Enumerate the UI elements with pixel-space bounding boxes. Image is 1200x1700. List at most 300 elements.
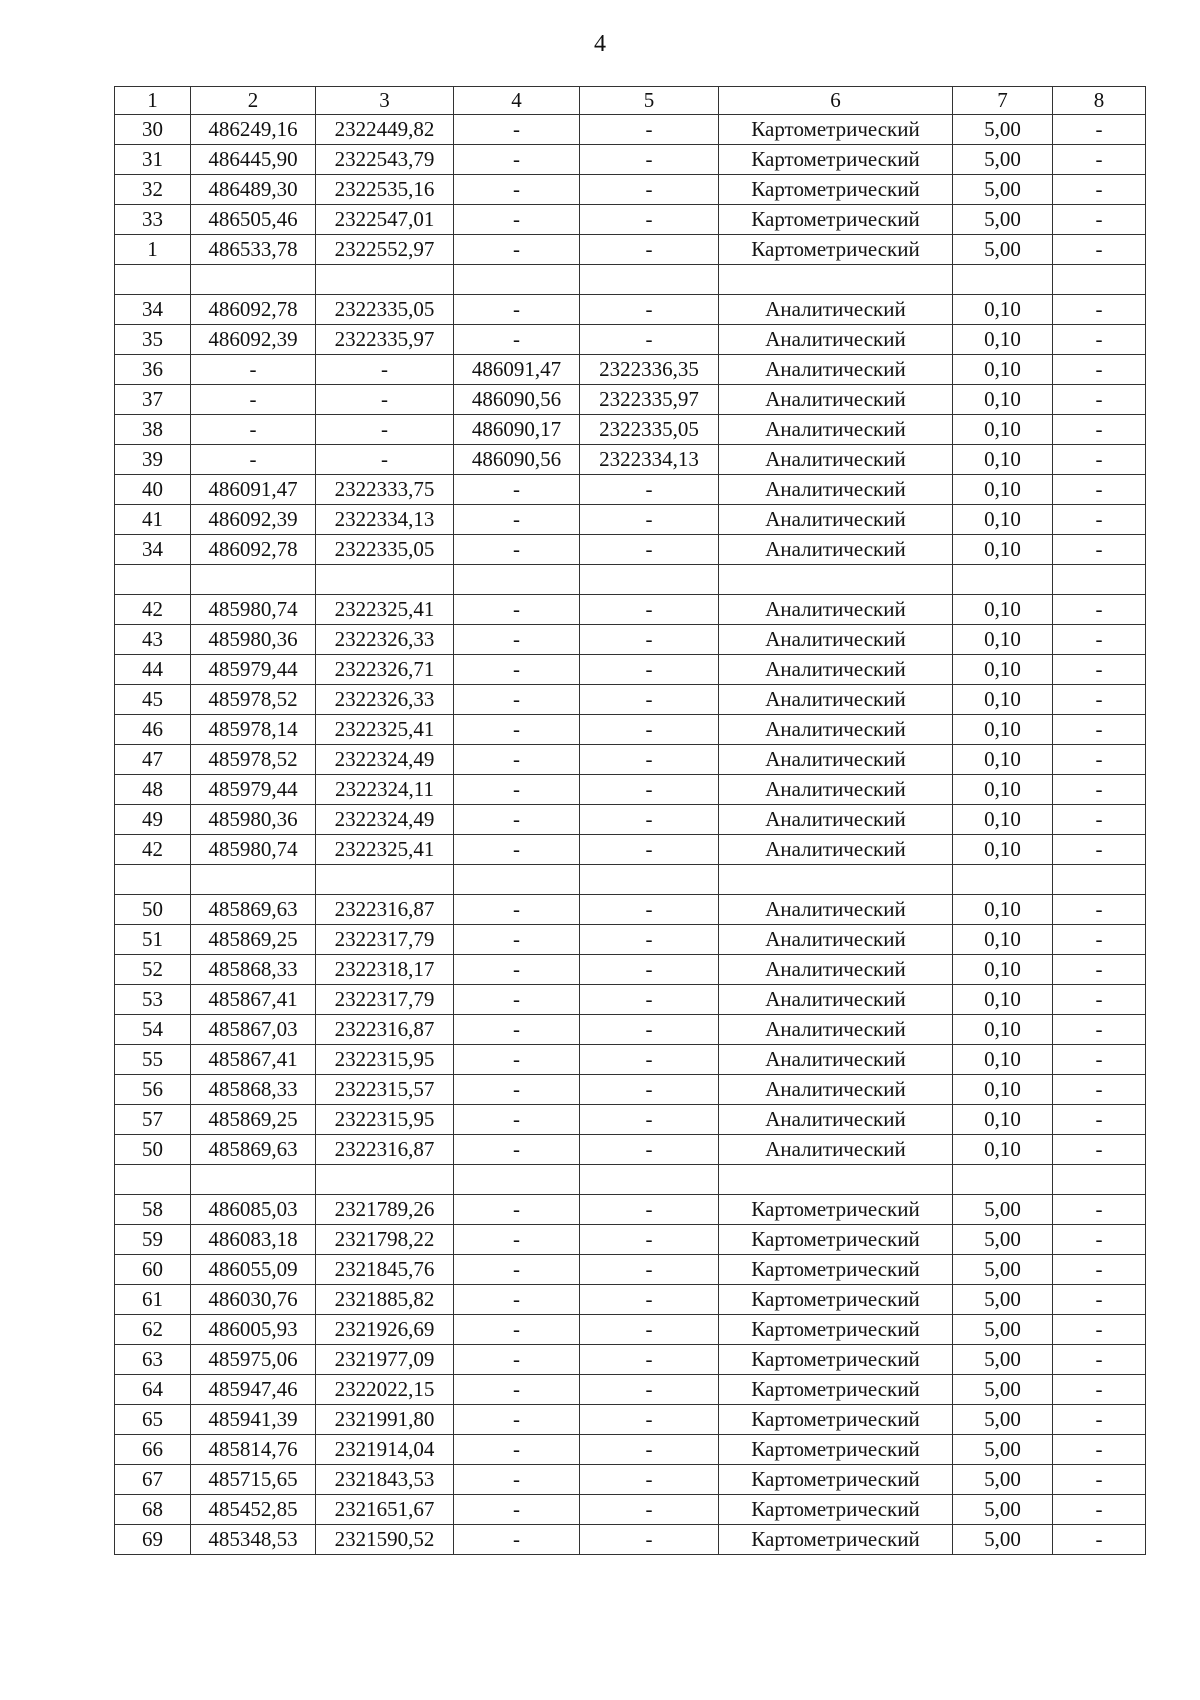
cell-y-coordinate-alt: - bbox=[580, 1375, 719, 1405]
cell-note: - bbox=[1053, 385, 1146, 415]
cell-x-coordinate-alt: - bbox=[454, 1285, 580, 1315]
cell-y-coordinate-alt: 2322334,13 bbox=[580, 445, 719, 475]
cell-accuracy: 5,00 bbox=[953, 1495, 1053, 1525]
cell-method: Аналитический bbox=[719, 1135, 953, 1165]
cell-point-number: 37 bbox=[115, 385, 191, 415]
cell-accuracy: 0,10 bbox=[953, 925, 1053, 955]
cell-y-coordinate: 2321991,80 bbox=[316, 1405, 454, 1435]
table-row bbox=[115, 1045, 1146, 1075]
cell-point-number: 32 bbox=[115, 175, 191, 205]
cell-point-number: 1 bbox=[115, 235, 191, 265]
cell-x-coordinate: 486092,78 bbox=[191, 295, 316, 325]
table-row bbox=[115, 295, 1146, 325]
cell-y-coordinate-alt: - bbox=[580, 775, 719, 805]
cell-x-coordinate-alt: - bbox=[454, 1375, 580, 1405]
cell-point-number: 55 bbox=[115, 1045, 191, 1075]
cell-x-coordinate: 486092,39 bbox=[191, 505, 316, 535]
cell-note: - bbox=[1053, 1405, 1146, 1435]
cell-accuracy: 5,00 bbox=[953, 1315, 1053, 1345]
cell-point-number: 38 bbox=[115, 415, 191, 445]
cell-x-coordinate: 485947,46 bbox=[191, 1375, 316, 1405]
cell-method: Аналитический bbox=[719, 355, 953, 385]
cell-accuracy: 0,10 bbox=[953, 625, 1053, 655]
cell-note: - bbox=[1053, 475, 1146, 505]
cell-y-coordinate-alt: - bbox=[580, 1135, 719, 1165]
cell-y-coordinate-alt: - bbox=[580, 1405, 719, 1435]
cell-note: - bbox=[1053, 985, 1146, 1015]
cell-y-coordinate-alt: - bbox=[580, 1045, 719, 1075]
table-row bbox=[115, 445, 1146, 475]
cell-y-coordinate: 2322315,95 bbox=[316, 1045, 454, 1075]
cell-point-number: 58 bbox=[115, 1195, 191, 1225]
cell-x-coordinate-alt: - bbox=[454, 175, 580, 205]
cell-x-coordinate: 486083,18 bbox=[191, 1225, 316, 1255]
cell-y-coordinate-alt: - bbox=[580, 505, 719, 535]
header-cell-1: 1 bbox=[115, 87, 191, 115]
cell-y-coordinate-alt: - bbox=[580, 805, 719, 835]
table-row bbox=[115, 625, 1146, 655]
cell-note: - bbox=[1053, 1315, 1146, 1345]
cell-y-coordinate-alt: - bbox=[580, 295, 719, 325]
cell-point-number: 50 bbox=[115, 1135, 191, 1165]
cell-point-number: 61 bbox=[115, 1285, 191, 1315]
cell-accuracy: 0,10 bbox=[953, 1045, 1053, 1075]
coordinates-table bbox=[114, 86, 1146, 1555]
cell-x-coordinate: 486533,78 bbox=[191, 235, 316, 265]
cell-accuracy: 0,10 bbox=[953, 505, 1053, 535]
cell-y-coordinate: 2322324,49 bbox=[316, 805, 454, 835]
cell-method bbox=[719, 1165, 953, 1195]
page-number: 4 bbox=[594, 31, 606, 57]
cell-method: Картометрический bbox=[719, 1345, 953, 1375]
cell-x-coordinate: 486489,30 bbox=[191, 175, 316, 205]
cell-note: - bbox=[1053, 595, 1146, 625]
cell-y-coordinate-alt: - bbox=[580, 745, 719, 775]
table-row bbox=[115, 805, 1146, 835]
cell-accuracy: 0,10 bbox=[953, 1105, 1053, 1135]
cell-x-coordinate-alt: - bbox=[454, 985, 580, 1015]
cell-point-number: 46 bbox=[115, 715, 191, 745]
cell-point-number: 35 bbox=[115, 325, 191, 355]
table-row bbox=[115, 1015, 1146, 1045]
cell-method: Аналитический bbox=[719, 475, 953, 505]
cell-point-number: 59 bbox=[115, 1225, 191, 1255]
cell-note: - bbox=[1053, 835, 1146, 865]
cell-note: - bbox=[1053, 325, 1146, 355]
cell-y-coordinate: 2322552,97 bbox=[316, 235, 454, 265]
cell-x-coordinate: 486055,09 bbox=[191, 1255, 316, 1285]
cell-x-coordinate: 485867,41 bbox=[191, 1045, 316, 1075]
cell-method: Картометрический bbox=[719, 205, 953, 235]
table-header bbox=[115, 87, 1146, 115]
cell-y-coordinate-alt: - bbox=[580, 1495, 719, 1525]
cell-method: Аналитический bbox=[719, 415, 953, 445]
cell-method bbox=[719, 865, 953, 895]
cell-x-coordinate: 486092,78 bbox=[191, 535, 316, 565]
cell-y-coordinate: 2322325,41 bbox=[316, 835, 454, 865]
cell-x-coordinate-alt: 486090,17 bbox=[454, 415, 580, 445]
table-row-separator bbox=[115, 265, 1146, 295]
table-row bbox=[115, 715, 1146, 745]
cell-y-coordinate-alt: 2322335,97 bbox=[580, 385, 719, 415]
cell-x-coordinate-alt: - bbox=[454, 1405, 580, 1435]
cell-x-coordinate: 485978,52 bbox=[191, 745, 316, 775]
cell-note: - bbox=[1053, 445, 1146, 475]
cell-y-coordinate: 2321789,26 bbox=[316, 1195, 454, 1225]
cell-accuracy: 0,10 bbox=[953, 745, 1053, 775]
table-row bbox=[115, 685, 1146, 715]
table-row bbox=[115, 235, 1146, 265]
cell-method: Аналитический bbox=[719, 715, 953, 745]
cell-x-coordinate-alt: - bbox=[454, 475, 580, 505]
cell-x-coordinate: 486505,46 bbox=[191, 205, 316, 235]
cell-accuracy: 0,10 bbox=[953, 985, 1053, 1015]
table-row bbox=[115, 205, 1146, 235]
cell-x-coordinate: 486445,90 bbox=[191, 145, 316, 175]
cell-x-coordinate-alt bbox=[454, 565, 580, 595]
cell-accuracy: 0,10 bbox=[953, 415, 1053, 445]
cell-x-coordinate: - bbox=[191, 385, 316, 415]
cell-point-number: 68 bbox=[115, 1495, 191, 1525]
cell-x-coordinate-alt: - bbox=[454, 1345, 580, 1375]
cell-x-coordinate: 486030,76 bbox=[191, 1285, 316, 1315]
header-cell-7: 7 bbox=[953, 87, 1053, 115]
cell-y-coordinate: 2321651,67 bbox=[316, 1495, 454, 1525]
cell-point-number: 48 bbox=[115, 775, 191, 805]
cell-note: - bbox=[1053, 295, 1146, 325]
cell-accuracy: 0,10 bbox=[953, 475, 1053, 505]
cell-note: - bbox=[1053, 1015, 1146, 1045]
cell-note: - bbox=[1053, 1195, 1146, 1225]
cell-y-coordinate-alt: - bbox=[580, 175, 719, 205]
cell-note: - bbox=[1053, 745, 1146, 775]
cell-accuracy: 0,10 bbox=[953, 535, 1053, 565]
cell-y-coordinate-alt: - bbox=[580, 1075, 719, 1105]
cell-point-number: 42 bbox=[115, 835, 191, 865]
cell-x-coordinate: 485980,74 bbox=[191, 835, 316, 865]
cell-method: Аналитический bbox=[719, 385, 953, 415]
cell-y-coordinate-alt: - bbox=[580, 1435, 719, 1465]
cell-y-coordinate-alt: - bbox=[580, 1315, 719, 1345]
cell-x-coordinate-alt: - bbox=[454, 655, 580, 685]
table-row bbox=[115, 475, 1146, 505]
cell-x-coordinate-alt: - bbox=[454, 895, 580, 925]
cell-y-coordinate-alt: - bbox=[580, 1225, 719, 1255]
cell-x-coordinate: - bbox=[191, 445, 316, 475]
cell-note: - bbox=[1053, 355, 1146, 385]
cell-method: Аналитический bbox=[719, 745, 953, 775]
cell-method: Аналитический bbox=[719, 805, 953, 835]
cell-method: Картометрический bbox=[719, 1495, 953, 1525]
cell-x-coordinate-alt: - bbox=[454, 1465, 580, 1495]
cell-method: Аналитический bbox=[719, 295, 953, 325]
cell-y-coordinate bbox=[316, 865, 454, 895]
cell-x-coordinate-alt: - bbox=[454, 1435, 580, 1465]
cell-y-coordinate: 2322334,13 bbox=[316, 505, 454, 535]
cell-y-coordinate: 2321914,04 bbox=[316, 1435, 454, 1465]
cell-y-coordinate: 2322317,79 bbox=[316, 925, 454, 955]
cell-note bbox=[1053, 265, 1146, 295]
cell-method: Аналитический bbox=[719, 1045, 953, 1075]
cell-point-number: 54 bbox=[115, 1015, 191, 1045]
cell-point-number: 62 bbox=[115, 1315, 191, 1345]
table-row bbox=[115, 1495, 1146, 1525]
cell-note: - bbox=[1053, 115, 1146, 145]
cell-note: - bbox=[1053, 505, 1146, 535]
cell-note: - bbox=[1053, 1495, 1146, 1525]
cell-point-number: 31 bbox=[115, 145, 191, 175]
cell-y-coordinate: 2322335,05 bbox=[316, 295, 454, 325]
cell-x-coordinate-alt: - bbox=[454, 925, 580, 955]
cell-accuracy: 5,00 bbox=[953, 1285, 1053, 1315]
cell-accuracy: 5,00 bbox=[953, 1405, 1053, 1435]
cell-method: Аналитический bbox=[719, 445, 953, 475]
cell-x-coordinate-alt: - bbox=[454, 115, 580, 145]
cell-point-number: 60 bbox=[115, 1255, 191, 1285]
cell-point-number: 69 bbox=[115, 1525, 191, 1555]
cell-note: - bbox=[1053, 625, 1146, 655]
table-row bbox=[115, 895, 1146, 925]
cell-x-coordinate: 486005,93 bbox=[191, 1315, 316, 1345]
cell-x-coordinate: 485869,63 bbox=[191, 1135, 316, 1165]
cell-y-coordinate: - bbox=[316, 385, 454, 415]
table-row bbox=[115, 985, 1146, 1015]
cell-point-number bbox=[115, 565, 191, 595]
cell-method: Аналитический bbox=[719, 625, 953, 655]
cell-x-coordinate: 485868,33 bbox=[191, 1075, 316, 1105]
cell-method: Картометрический bbox=[719, 1405, 953, 1435]
table-row bbox=[115, 1135, 1146, 1165]
cell-y-coordinate: 2322333,75 bbox=[316, 475, 454, 505]
cell-note: - bbox=[1053, 1135, 1146, 1165]
cell-y-coordinate: 2322315,95 bbox=[316, 1105, 454, 1135]
cell-point-number: 39 bbox=[115, 445, 191, 475]
cell-method: Картометрический bbox=[719, 1285, 953, 1315]
cell-accuracy: 0,10 bbox=[953, 445, 1053, 475]
cell-y-coordinate: 2322318,17 bbox=[316, 955, 454, 985]
table-row bbox=[115, 1075, 1146, 1105]
cell-method: Аналитический bbox=[719, 505, 953, 535]
table-row bbox=[115, 355, 1146, 385]
cell-x-coordinate-alt: - bbox=[454, 295, 580, 325]
cell-accuracy: 0,10 bbox=[953, 1135, 1053, 1165]
cell-point-number: 53 bbox=[115, 985, 191, 1015]
cell-accuracy: 0,10 bbox=[953, 1075, 1053, 1105]
cell-y-coordinate-alt bbox=[580, 565, 719, 595]
table-row bbox=[115, 1345, 1146, 1375]
table-row bbox=[115, 775, 1146, 805]
cell-note: - bbox=[1053, 1375, 1146, 1405]
cell-y-coordinate: 2322335,05 bbox=[316, 535, 454, 565]
cell-y-coordinate-alt: - bbox=[580, 1345, 719, 1375]
cell-point-number: 51 bbox=[115, 925, 191, 955]
cell-method: Картометрический bbox=[719, 1375, 953, 1405]
cell-y-coordinate-alt: - bbox=[580, 1015, 719, 1045]
cell-y-coordinate: 2322316,87 bbox=[316, 895, 454, 925]
cell-y-coordinate-alt: - bbox=[580, 1525, 719, 1555]
cell-x-coordinate-alt: - bbox=[454, 1525, 580, 1555]
cell-x-coordinate: 485867,41 bbox=[191, 985, 316, 1015]
cell-x-coordinate-alt: - bbox=[454, 1015, 580, 1045]
cell-method: Картометрический bbox=[719, 145, 953, 175]
table-row bbox=[115, 1435, 1146, 1465]
cell-y-coordinate-alt: 2322336,35 bbox=[580, 355, 719, 385]
cell-note: - bbox=[1053, 145, 1146, 175]
cell-y-coordinate bbox=[316, 565, 454, 595]
cell-note: - bbox=[1053, 1345, 1146, 1375]
cell-accuracy: 0,10 bbox=[953, 895, 1053, 925]
cell-y-coordinate: 2322326,33 bbox=[316, 625, 454, 655]
cell-x-coordinate: 485814,76 bbox=[191, 1435, 316, 1465]
cell-method: Картометрический bbox=[719, 1435, 953, 1465]
cell-point-number: 66 bbox=[115, 1435, 191, 1465]
cell-point-number: 45 bbox=[115, 685, 191, 715]
table-row bbox=[115, 535, 1146, 565]
cell-x-coordinate: 485975,06 bbox=[191, 1345, 316, 1375]
cell-method: Картометрический bbox=[719, 115, 953, 145]
table-row bbox=[115, 1315, 1146, 1345]
cell-y-coordinate-alt: - bbox=[580, 475, 719, 505]
cell-x-coordinate-alt: 486090,56 bbox=[454, 385, 580, 415]
cell-x-coordinate-alt: 486090,56 bbox=[454, 445, 580, 475]
table-row bbox=[115, 1465, 1146, 1495]
cell-method: Аналитический bbox=[719, 1075, 953, 1105]
cell-accuracy: 5,00 bbox=[953, 235, 1053, 265]
cell-x-coordinate: 485869,25 bbox=[191, 925, 316, 955]
cell-y-coordinate: - bbox=[316, 445, 454, 475]
cell-point-number: 41 bbox=[115, 505, 191, 535]
cell-x-coordinate-alt: - bbox=[454, 835, 580, 865]
cell-x-coordinate: - bbox=[191, 355, 316, 385]
cell-accuracy: 0,10 bbox=[953, 355, 1053, 385]
cell-x-coordinate: 486091,47 bbox=[191, 475, 316, 505]
cell-x-coordinate-alt: - bbox=[454, 1135, 580, 1165]
cell-y-coordinate: 2322022,15 bbox=[316, 1375, 454, 1405]
cell-y-coordinate-alt: - bbox=[580, 925, 719, 955]
header-cell-5: 5 bbox=[580, 87, 719, 115]
cell-x-coordinate-alt: - bbox=[454, 625, 580, 655]
cell-y-coordinate: 2322324,49 bbox=[316, 745, 454, 775]
cell-y-coordinate-alt: - bbox=[580, 895, 719, 925]
cell-accuracy: 0,10 bbox=[953, 655, 1053, 685]
cell-x-coordinate: 485941,39 bbox=[191, 1405, 316, 1435]
cell-point-number: 43 bbox=[115, 625, 191, 655]
table-row bbox=[115, 595, 1146, 625]
cell-y-coordinate-alt: - bbox=[580, 1195, 719, 1225]
cell-method: Картометрический bbox=[719, 1525, 953, 1555]
cell-point-number: 50 bbox=[115, 895, 191, 925]
cell-y-coordinate-alt: - bbox=[580, 625, 719, 655]
cell-point-number: 44 bbox=[115, 655, 191, 685]
cell-method: Аналитический bbox=[719, 955, 953, 985]
table-row bbox=[115, 325, 1146, 355]
cell-x-coordinate: 485978,52 bbox=[191, 685, 316, 715]
cell-x-coordinate: 486092,39 bbox=[191, 325, 316, 355]
table-row bbox=[115, 1405, 1146, 1435]
cell-method: Картометрический bbox=[719, 1195, 953, 1225]
cell-x-coordinate-alt: - bbox=[454, 235, 580, 265]
cell-y-coordinate: 2322315,57 bbox=[316, 1075, 454, 1105]
cell-y-coordinate: - bbox=[316, 415, 454, 445]
cell-x-coordinate-alt: - bbox=[454, 775, 580, 805]
cell-accuracy: 0,10 bbox=[953, 295, 1053, 325]
cell-x-coordinate: 485979,44 bbox=[191, 775, 316, 805]
cell-x-coordinate: 485868,33 bbox=[191, 955, 316, 985]
cell-x-coordinate: 485980,36 bbox=[191, 625, 316, 655]
cell-y-coordinate: 2322324,11 bbox=[316, 775, 454, 805]
cell-note: - bbox=[1053, 535, 1146, 565]
table-row bbox=[115, 145, 1146, 175]
cell-x-coordinate: 485980,74 bbox=[191, 595, 316, 625]
cell-y-coordinate: 2321590,52 bbox=[316, 1525, 454, 1555]
cell-x-coordinate-alt: - bbox=[454, 145, 580, 175]
cell-method bbox=[719, 265, 953, 295]
table-row bbox=[115, 385, 1146, 415]
cell-x-coordinate-alt: - bbox=[454, 685, 580, 715]
cell-y-coordinate-alt: - bbox=[580, 145, 719, 175]
cell-accuracy: 0,10 bbox=[953, 1015, 1053, 1045]
cell-point-number: 34 bbox=[115, 535, 191, 565]
table-row bbox=[115, 505, 1146, 535]
cell-x-coordinate: 485978,14 bbox=[191, 715, 316, 745]
cell-note bbox=[1053, 1165, 1146, 1195]
cell-note: - bbox=[1053, 685, 1146, 715]
cell-x-coordinate-alt: - bbox=[454, 205, 580, 235]
table-row-separator bbox=[115, 565, 1146, 595]
cell-y-coordinate: 2322535,16 bbox=[316, 175, 454, 205]
cell-y-coordinate-alt: - bbox=[580, 1285, 719, 1315]
cell-accuracy: 0,10 bbox=[953, 805, 1053, 835]
cell-note: - bbox=[1053, 715, 1146, 745]
cell-y-coordinate-alt bbox=[580, 265, 719, 295]
cell-y-coordinate: 2321798,22 bbox=[316, 1225, 454, 1255]
cell-note bbox=[1053, 865, 1146, 895]
table-row bbox=[115, 925, 1146, 955]
cell-y-coordinate-alt: - bbox=[580, 985, 719, 1015]
cell-point-number: 67 bbox=[115, 1465, 191, 1495]
cell-x-coordinate: 485867,03 bbox=[191, 1015, 316, 1045]
cell-accuracy: 5,00 bbox=[953, 1255, 1053, 1285]
cell-x-coordinate-alt: - bbox=[454, 1075, 580, 1105]
cell-point-number: 63 bbox=[115, 1345, 191, 1375]
table-row bbox=[115, 1285, 1146, 1315]
table-row bbox=[115, 115, 1146, 145]
cell-point-number: 49 bbox=[115, 805, 191, 835]
cell-x-coordinate-alt: - bbox=[454, 325, 580, 355]
cell-x-coordinate-alt: - bbox=[454, 745, 580, 775]
cell-note: - bbox=[1053, 925, 1146, 955]
table-row-separator bbox=[115, 1165, 1146, 1195]
cell-x-coordinate: 486085,03 bbox=[191, 1195, 316, 1225]
header-cell-2: 2 bbox=[191, 87, 316, 115]
cell-y-coordinate: 2321845,76 bbox=[316, 1255, 454, 1285]
table-row bbox=[115, 1105, 1146, 1135]
cell-y-coordinate-alt: - bbox=[580, 955, 719, 985]
cell-accuracy: 0,10 bbox=[953, 595, 1053, 625]
cell-accuracy: 5,00 bbox=[953, 175, 1053, 205]
cell-y-coordinate: 2322326,71 bbox=[316, 655, 454, 685]
cell-note: - bbox=[1053, 1525, 1146, 1555]
cell-x-coordinate-alt: - bbox=[454, 1105, 580, 1135]
cell-accuracy: 0,10 bbox=[953, 715, 1053, 745]
cell-y-coordinate-alt bbox=[580, 1165, 719, 1195]
table-row bbox=[115, 745, 1146, 775]
cell-y-coordinate: 2321885,82 bbox=[316, 1285, 454, 1315]
cell-x-coordinate: - bbox=[191, 415, 316, 445]
cell-accuracy: 0,10 bbox=[953, 685, 1053, 715]
table-row bbox=[115, 1225, 1146, 1255]
cell-point-number: 56 bbox=[115, 1075, 191, 1105]
